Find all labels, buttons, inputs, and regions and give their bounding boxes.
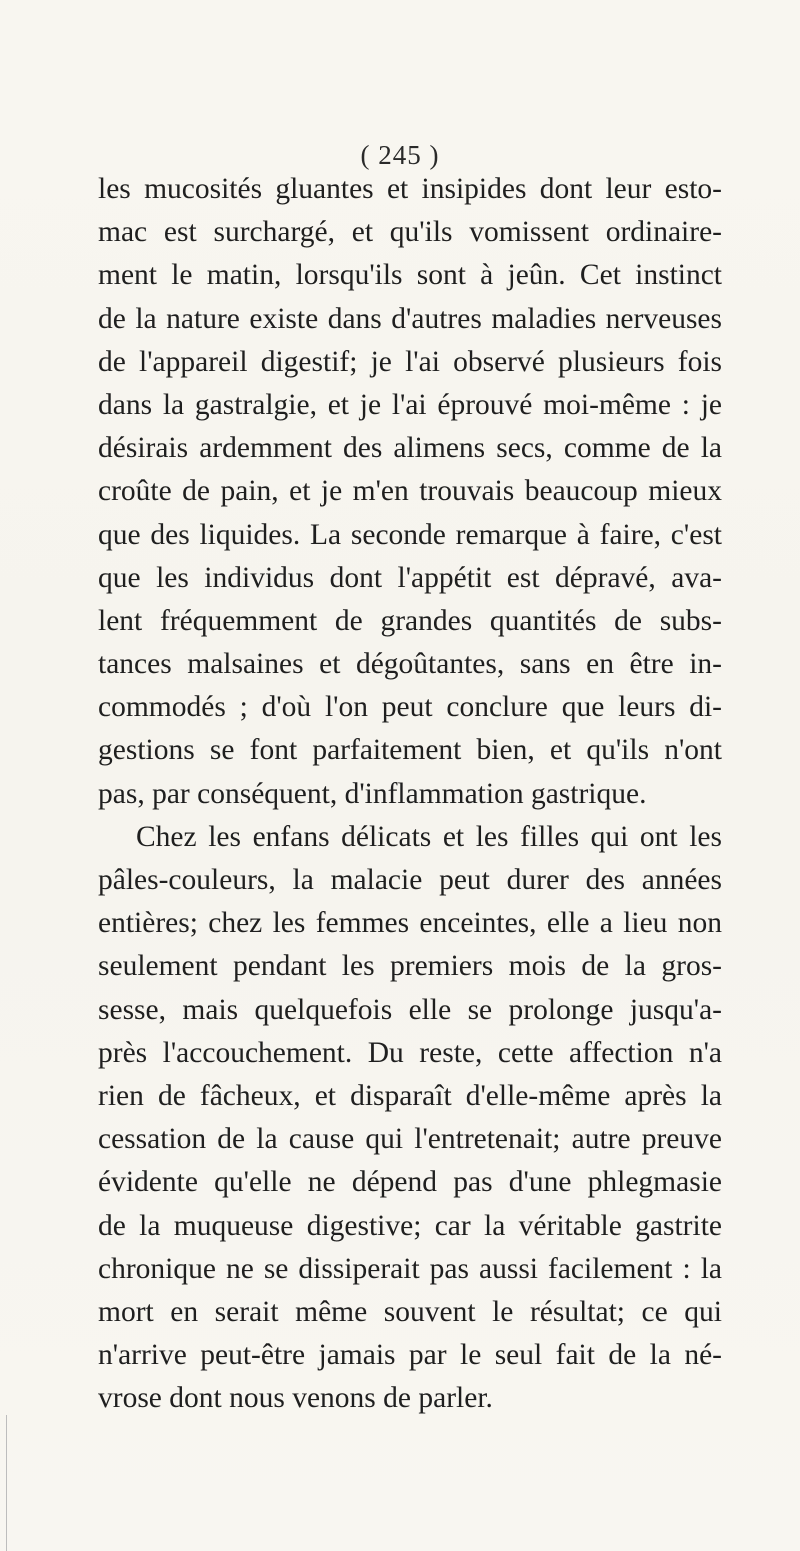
text-line: pas, par conséquent, d'inflammation gastrique. xyxy=(98,777,647,810)
text-line: de l'appareil digestif; je l'ai observé plusieurs fois xyxy=(98,345,722,378)
body-text xyxy=(98,168,722,1420)
text-line: tances malsaines et dégoûtantes, sans en être in- xyxy=(98,648,722,681)
text-line: près l'accouchement. Du reste, cette affection n'a xyxy=(98,1036,722,1069)
text-line: chronique ne se dissiperait pas aussi facilement : la xyxy=(98,1252,722,1285)
text-line: rien de fâcheux, et disparaît d'elle-même après la xyxy=(98,1079,722,1112)
text-line: vrose dont nous venons de parler. xyxy=(98,1382,493,1415)
scan-edge-line xyxy=(6,1415,7,1551)
text-line: n'arrive peut-être jamais par le seul fait de la né- xyxy=(98,1339,722,1372)
text-line: que des liquides. La seconde remarque à faire, c'est xyxy=(98,518,722,551)
text-line: de la muqueuse digestive; car la véritable gastrite xyxy=(98,1209,722,1242)
text-line: croûte de pain, et je m'en trouvais beaucoup mieux xyxy=(98,475,722,508)
text-line: désirais ardemment des alimens secs, comme de la xyxy=(98,432,722,465)
text-line: évidente qu'elle ne dépend pas d'une phlegmasie xyxy=(98,1166,722,1199)
text-line: lent fréquemment de grandes quantités de subs- xyxy=(98,604,722,637)
text-line: entières; chez les femmes enceintes, elle a lieu non xyxy=(98,907,722,940)
paragraph-start-line: Chez les enfans délicats et les filles qui ont les xyxy=(136,820,722,853)
page-number: ( 245 ) xyxy=(360,140,440,170)
text-line: les mucosités gluantes et insipides dont leur esto- xyxy=(98,173,722,205)
text-line: de la nature existe dans d'autres maladies nerveuses xyxy=(98,302,722,335)
text-line: cessation de la cause qui l'entretenait; autre preuve xyxy=(98,1123,722,1156)
text-line: pâles-couleurs, la malacie peut durer des années xyxy=(98,864,722,896)
text-line: que les individus dont l'appétit est dépravé, ava- xyxy=(98,561,722,594)
text-line: mort en serait même souvent le résultat; ce qui xyxy=(98,1295,722,1328)
text-line: seulement pendant les premiers mois de la gros- xyxy=(98,950,722,983)
text-line: sesse, mais quelquefois elle se prolonge jusqu'a- xyxy=(98,993,722,1026)
text-line: ment le matin, lorsqu'ils sont à jeûn. Cet instinct xyxy=(98,259,722,292)
text-line: commodés ; d'où l'on peut conclure que leurs di- xyxy=(98,691,722,724)
text-line: mac est surchargé, et qu'ils vomissent ordinaire- xyxy=(98,216,722,249)
text-line: gestions se font parfaitement bien, et qu'ils n'ont xyxy=(98,734,722,767)
text-line: dans la gastralgie, et je l'ai éprouvé moi-même : je xyxy=(98,388,722,421)
